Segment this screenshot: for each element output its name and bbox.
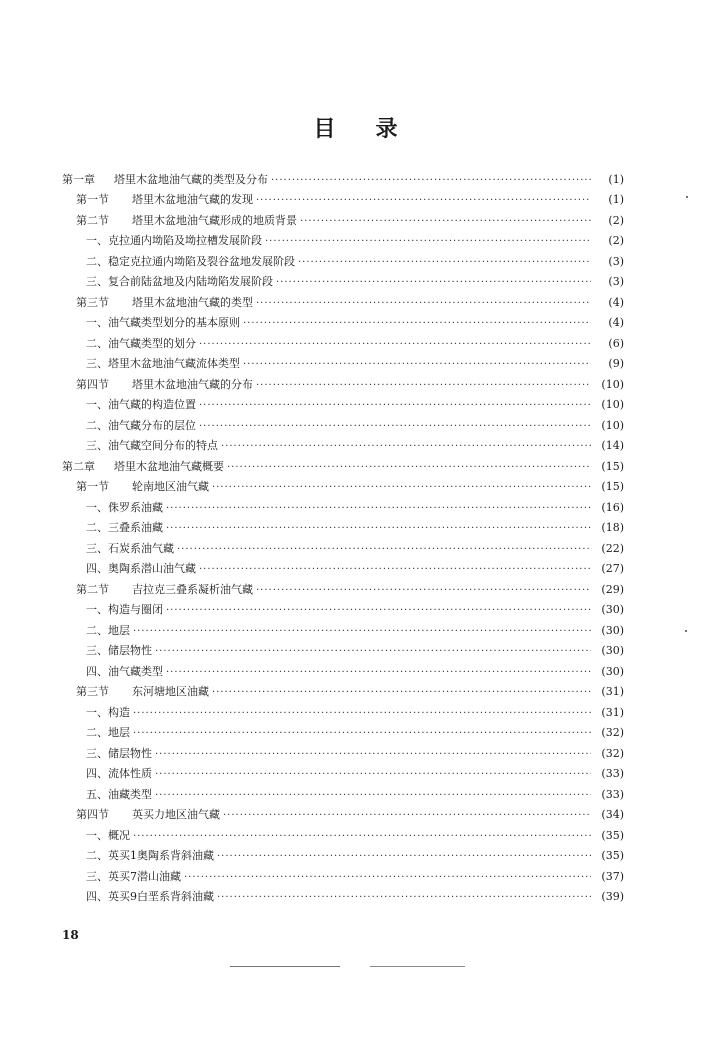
toc-entry-label xyxy=(86,275,273,288)
toc-entry xyxy=(62,616,624,637)
toc-entry-title: 东河塘地区油藏 xyxy=(132,685,209,698)
toc-entry-label xyxy=(76,214,297,227)
toc-entry-title: 一、克拉通内坳陷及坳拉槽发展阶段 xyxy=(86,234,262,247)
toc-entry-label xyxy=(86,624,130,637)
toc-entry xyxy=(62,165,624,186)
toc-entry-title: 二、油气藏分布的层位 xyxy=(86,418,196,432)
toc-entry-page: (32) xyxy=(601,746,624,760)
toc-entry-page: (10) xyxy=(601,418,624,432)
toc-entry-title: 二、油气藏类型的划分 xyxy=(86,336,196,350)
toc-entry xyxy=(62,637,624,658)
toc-entry-title: 一、概况 xyxy=(86,828,130,842)
toc-entry-number: 第二节 xyxy=(76,213,109,227)
toc-entry-label xyxy=(86,890,214,903)
dot-leader xyxy=(166,524,591,532)
toc-entry-page: (1) xyxy=(608,193,624,206)
dot-leader xyxy=(243,319,591,327)
toc-entry-label xyxy=(86,603,163,616)
toc-entry-label xyxy=(76,685,209,698)
toc-entry-title: 塔里木盆地油气藏的发现 xyxy=(132,193,253,206)
dot-leader xyxy=(199,401,591,409)
toc-entry xyxy=(62,432,624,453)
toc-entry-title: 一、构造与圈闭 xyxy=(86,603,163,616)
toc-entry xyxy=(62,329,624,350)
toc-entry-page: (15) xyxy=(601,459,624,473)
table-of-contents xyxy=(62,165,624,903)
page-number: 18 xyxy=(62,928,79,942)
toc-entry-page: (2) xyxy=(608,213,624,227)
toc-entry-page: (33) xyxy=(601,767,624,780)
toc-entry-label xyxy=(86,747,152,760)
toc-entry xyxy=(62,534,624,555)
dot-leader xyxy=(199,340,591,348)
toc-entry-page: (34) xyxy=(601,808,624,821)
toc-entry xyxy=(62,821,624,842)
dot-leader xyxy=(256,381,591,389)
toc-entry-label xyxy=(76,808,220,821)
toc-entry xyxy=(62,719,624,740)
dot-leader xyxy=(155,791,591,799)
toc-entry xyxy=(62,411,624,432)
dot-leader xyxy=(276,278,591,286)
toc-entry xyxy=(62,206,624,227)
dot-leader xyxy=(166,668,591,676)
title-char-left: 目 xyxy=(313,117,338,142)
toc-entry-title: 一、构造 xyxy=(86,705,130,719)
toc-entry-title: 三、复合前陆盆地及内陆坳陷发展阶段 xyxy=(86,275,273,288)
toc-entry-title: 塔里木盆地油气藏的类型 xyxy=(132,295,253,309)
toc-entry-page: (9) xyxy=(608,357,624,370)
toc-entry-title: 吉拉克三叠系凝析油气藏 xyxy=(132,582,253,596)
dot-leader xyxy=(256,299,591,307)
toc-entry-number: 第一节 xyxy=(76,480,109,493)
toc-entry-title: 四、英买9白垩系背斜油藏 xyxy=(86,890,214,903)
dot-leader xyxy=(227,463,591,471)
toc-entry xyxy=(62,596,624,617)
dot-leader xyxy=(217,893,591,901)
toc-entry-title: 五、油藏类型 xyxy=(86,787,152,801)
toc-entry-page: (18) xyxy=(601,521,624,534)
dot-leader xyxy=(133,832,591,840)
toc-entry-label xyxy=(86,255,295,268)
toc-entry-page: (30) xyxy=(601,664,624,678)
toc-entry-label xyxy=(76,583,253,596)
toc-entry xyxy=(62,473,624,494)
toc-entry-number: 第二章 xyxy=(62,459,95,473)
toc-entry-label xyxy=(86,562,196,575)
toc-entry-label xyxy=(76,378,253,391)
toc-entry xyxy=(62,247,624,268)
toc-entry xyxy=(62,370,624,391)
toc-entry xyxy=(62,801,624,822)
toc-entry xyxy=(62,657,624,678)
dot-leader xyxy=(265,237,591,245)
page-title xyxy=(0,112,713,143)
toc-entry-title: 一、油气藏类型划分的基本原则 xyxy=(86,316,240,329)
dot-leader xyxy=(271,176,591,184)
toc-entry-number: 第二节 xyxy=(76,582,109,596)
toc-entry-label xyxy=(86,439,218,452)
dot-leader xyxy=(217,852,591,860)
toc-entry xyxy=(62,186,624,207)
toc-entry-number: 第四节 xyxy=(76,808,109,821)
toc-entry-label xyxy=(86,542,174,555)
dot-leader xyxy=(243,360,591,368)
toc-entry-title: 塔里木盆地油气藏的类型及分布 xyxy=(114,172,268,186)
toc-entry-title: 三、塔里木盆地油气藏流体类型 xyxy=(86,357,240,370)
toc-entry xyxy=(62,268,624,289)
toc-entry-label xyxy=(86,644,152,657)
dot-leader xyxy=(256,196,591,204)
toc-entry-page: (14) xyxy=(601,439,624,452)
toc-entry xyxy=(62,350,624,371)
toc-entry-number: 第三节 xyxy=(76,685,109,698)
toc-entry-title: 三、油气藏空间分布的特点 xyxy=(86,439,218,452)
toc-entry-page: (15) xyxy=(601,480,624,493)
dot-leader xyxy=(166,504,591,512)
toc-entry-label xyxy=(76,480,209,493)
footer-rule xyxy=(370,966,465,967)
toc-entry-page: (30) xyxy=(601,603,624,616)
toc-entry xyxy=(62,760,624,781)
toc-entry-label xyxy=(86,870,181,883)
toc-entry-title: 塔里木盆地油气藏概要 xyxy=(114,459,224,473)
toc-entry xyxy=(62,575,624,596)
toc-entry-label xyxy=(86,357,240,370)
toc-entry-label xyxy=(86,767,152,780)
toc-entry-label xyxy=(86,726,130,739)
toc-entry-label xyxy=(86,316,240,329)
toc-entry-page: (2) xyxy=(608,234,624,247)
toc-entry-title: 三、石炭系油气藏 xyxy=(86,541,174,555)
toc-entry-label xyxy=(86,398,196,411)
dot-leader xyxy=(133,729,591,737)
toc-entry xyxy=(62,227,624,248)
toc-entry-number: 第四节 xyxy=(76,377,109,391)
dot-leader xyxy=(300,217,591,225)
toc-entry xyxy=(62,493,624,514)
toc-entry-page: (4) xyxy=(608,316,624,329)
toc-entry-title: 轮南地区油气藏 xyxy=(132,480,209,493)
dot-leader xyxy=(212,688,591,696)
toc-entry-title: 二、稳定克拉通内坳陷及裂谷盆地发展阶段 xyxy=(86,254,295,268)
toc-entry-title: 塔里木盆地油气藏形成的地质背景 xyxy=(132,213,297,227)
dot-leader xyxy=(177,545,591,553)
toc-entry-page: (1) xyxy=(608,172,624,186)
toc-entry-page: (39) xyxy=(601,890,624,903)
toc-entry-page: (30) xyxy=(601,644,624,657)
toc-entry-title: 二、地层 xyxy=(86,726,130,739)
toc-entry xyxy=(62,391,624,412)
toc-entry-title: 二、英买1奥陶系背斜油藏 xyxy=(86,849,214,862)
toc-entry-page: (10) xyxy=(601,398,624,411)
toc-entry-title: 四、油气藏类型 xyxy=(86,664,163,678)
dot-leader xyxy=(166,606,591,614)
toc-entry-page: (32) xyxy=(601,726,624,739)
toc-entry-page: (29) xyxy=(601,582,624,596)
toc-entry-title: 三、储层物性 xyxy=(86,746,152,760)
footer-rule xyxy=(230,966,340,967)
toc-entry xyxy=(62,883,624,904)
dot-leader xyxy=(221,442,591,450)
toc-entry-label xyxy=(86,849,214,862)
toc-entry xyxy=(62,309,624,330)
toc-entry-page: (6) xyxy=(608,336,624,350)
dot-leader xyxy=(212,483,591,491)
toc-entry xyxy=(62,780,624,801)
toc-entry xyxy=(62,842,624,863)
toc-entry-page: (35) xyxy=(601,828,624,842)
toc-entry-title: 四、流体性质 xyxy=(86,767,152,780)
toc-entry xyxy=(62,739,624,760)
toc-entry-page: (10) xyxy=(601,377,624,391)
toc-entry xyxy=(62,862,624,883)
dot-leader xyxy=(133,709,591,717)
toc-entry-page: (37) xyxy=(601,869,624,883)
dot-leader xyxy=(133,627,591,635)
toc-entry-title: 一、侏罗系油藏 xyxy=(86,500,163,514)
toc-entry-label xyxy=(86,521,163,534)
toc-entry-number: 第一章 xyxy=(62,172,95,186)
dot-leader xyxy=(199,565,591,573)
toc-entry-title: 二、三叠系油藏 xyxy=(86,521,163,534)
toc-entry-number: 第三节 xyxy=(76,295,109,309)
toc-entry-label xyxy=(62,460,224,473)
dot-leader xyxy=(155,647,591,655)
toc-entry-page: (31) xyxy=(601,685,624,698)
dot-leader xyxy=(184,873,591,881)
toc-entry-number: 第一节 xyxy=(76,193,109,206)
toc-entry-title: 英买力地区油气藏 xyxy=(132,808,220,821)
toc-entry-title: 塔里木盆地油气藏的分布 xyxy=(132,377,253,391)
toc-entry-label xyxy=(86,788,152,801)
toc-entry-label xyxy=(62,173,268,186)
toc-entry-label xyxy=(86,419,196,432)
toc-entry-label xyxy=(76,296,253,309)
dot-leader xyxy=(155,750,591,758)
toc-entry-page: (3) xyxy=(608,275,624,288)
toc-entry-page: (31) xyxy=(601,705,624,719)
toc-entry-page: (22) xyxy=(601,541,624,555)
toc-entry-title: 四、奥陶系潜山油气藏 xyxy=(86,562,196,575)
toc-entry xyxy=(62,288,624,309)
dot-leader xyxy=(298,258,591,266)
toc-entry-label xyxy=(86,501,163,514)
toc-entry-page: (30) xyxy=(601,623,624,637)
scan-speck xyxy=(686,196,688,198)
scan-speck xyxy=(685,630,687,632)
toc-entry xyxy=(62,555,624,576)
dot-leader xyxy=(199,422,591,430)
toc-entry-label xyxy=(76,193,253,206)
dot-leader xyxy=(223,811,591,819)
toc-entry xyxy=(62,452,624,473)
toc-entry xyxy=(62,698,624,719)
toc-entry xyxy=(62,514,624,535)
title-char-right: 录 xyxy=(375,117,400,142)
toc-entry-label xyxy=(86,706,130,719)
toc-entry-title: 二、地层 xyxy=(86,623,130,637)
toc-entry-page: (3) xyxy=(608,254,624,268)
dot-leader xyxy=(155,770,591,778)
toc-entry-label xyxy=(86,234,262,247)
toc-entry-page: (16) xyxy=(601,500,624,514)
toc-entry-label xyxy=(86,665,163,678)
toc-entry-page: (33) xyxy=(601,787,624,801)
toc-entry-title: 一、油气藏的构造位置 xyxy=(86,398,196,411)
toc-entry-title: 三、英买7潜山油藏 xyxy=(86,869,181,883)
dot-leader xyxy=(256,586,591,594)
toc-entry-label xyxy=(86,337,196,350)
toc-entry xyxy=(62,678,624,699)
toc-entry-title: 三、储层物性 xyxy=(86,644,152,657)
toc-entry-page: (35) xyxy=(601,849,624,862)
toc-entry-page: (27) xyxy=(601,562,624,575)
toc-entry-page: (4) xyxy=(608,295,624,309)
toc-entry-label xyxy=(86,829,130,842)
